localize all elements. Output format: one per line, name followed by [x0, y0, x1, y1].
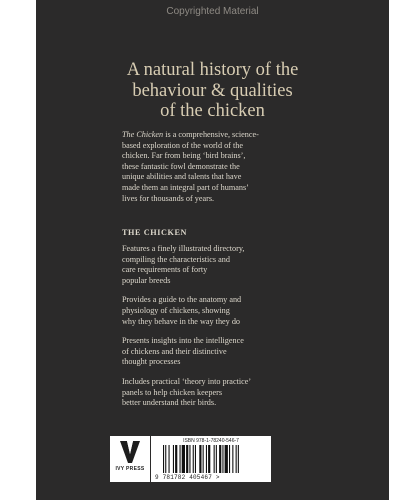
feature-line: compiling the characteristics and: [122, 254, 230, 264]
barcode-bar: [229, 445, 230, 473]
barcode-bar: [214, 445, 215, 473]
headline-line: A natural history of the: [126, 60, 299, 80]
feature-item: [122, 244, 327, 286]
feature-item: [122, 295, 327, 327]
feature-list: [122, 244, 327, 418]
feature-line: Includes practical ‘theory into practice’: [122, 376, 252, 386]
book-title-italic: The Chicken: [122, 130, 164, 139]
barcode-bar: [175, 445, 177, 473]
barcode-suffix: >: [215, 474, 220, 481]
intro-line: lives for thousands of years.: [122, 193, 215, 203]
barcode-bar: [203, 445, 204, 473]
feature-line: care requirements of forty: [122, 265, 208, 275]
feature-line: Provides a guide to the anatomy and: [122, 295, 242, 305]
barcode-bar: [180, 445, 181, 473]
copyright-watermark: Copyrighted Material: [166, 6, 259, 17]
feature-line: panels to help chicken keepers: [122, 387, 223, 397]
feature-item: [122, 377, 327, 409]
barcode-bar: [173, 445, 174, 473]
barcode-bar: [193, 445, 194, 473]
isbn-label: ISBN 978-1-78240-546-7: [183, 438, 239, 444]
intro-line: these fantastic fowl demonstrate the: [122, 161, 240, 171]
publisher-name: IVY PRESS: [115, 466, 145, 472]
feature-line: of chickens and their distinctive: [122, 346, 227, 356]
barcode-bar: [169, 445, 170, 473]
barcode-bar: [216, 445, 217, 473]
barcode-bar: [189, 445, 190, 473]
feature-line: why they behave in the way they do: [122, 316, 241, 326]
intro-line: made them an integral part of humans’: [122, 182, 249, 192]
headline-line: behaviour & qualities: [132, 80, 293, 101]
barcode-bar: [163, 445, 164, 473]
headline: [56, 60, 369, 122]
feature-line: physiology of chickens, showing: [122, 305, 230, 315]
barcode-digits: [155, 474, 267, 481]
barcode-number: 9 781782 405467: [155, 474, 213, 481]
feature-line: popular breeds: [122, 275, 171, 285]
barcode-box: [151, 436, 271, 482]
intro-line: is a comprehensive, science-: [163, 130, 259, 139]
barcode-bar: [186, 445, 188, 473]
feature-line: Features a finely illustrated directory,: [122, 244, 245, 253]
feature-line: thought processes: [122, 357, 181, 367]
barcode-bar: [195, 445, 196, 473]
feature-line: better understand their birds.: [122, 398, 217, 408]
barcode-bar: [238, 445, 239, 473]
barcode-bar: [182, 445, 185, 473]
barcode-bar: [206, 445, 207, 473]
section-subhead: THE CHICKEN: [122, 228, 188, 237]
barcode-bar: [222, 445, 223, 473]
intro-line: based exploration of the world of the: [122, 140, 243, 150]
barcode-bar: [225, 445, 228, 473]
barcode-bar: [165, 445, 166, 473]
back-cover: [36, 0, 389, 500]
feature-line: Presents insights into the intelligence: [122, 336, 244, 346]
ivy-press-logo-icon: [119, 440, 141, 464]
barcode-bar: [236, 445, 237, 473]
barcode-bar: [208, 445, 210, 473]
barcode-bar: [199, 445, 201, 473]
headline-line: of the chicken: [160, 101, 265, 121]
barcode-bar: [232, 445, 233, 473]
feature-item: [122, 336, 327, 368]
publisher-logo-box: [110, 436, 150, 482]
intro-line: unique abilities and talents that have: [122, 172, 242, 182]
intro-paragraph: [122, 130, 327, 204]
barcode-bar: [219, 445, 221, 473]
barcode-icon: [163, 445, 259, 473]
intro-line: chicken. Far from being ‘bird brains’,: [122, 151, 246, 161]
